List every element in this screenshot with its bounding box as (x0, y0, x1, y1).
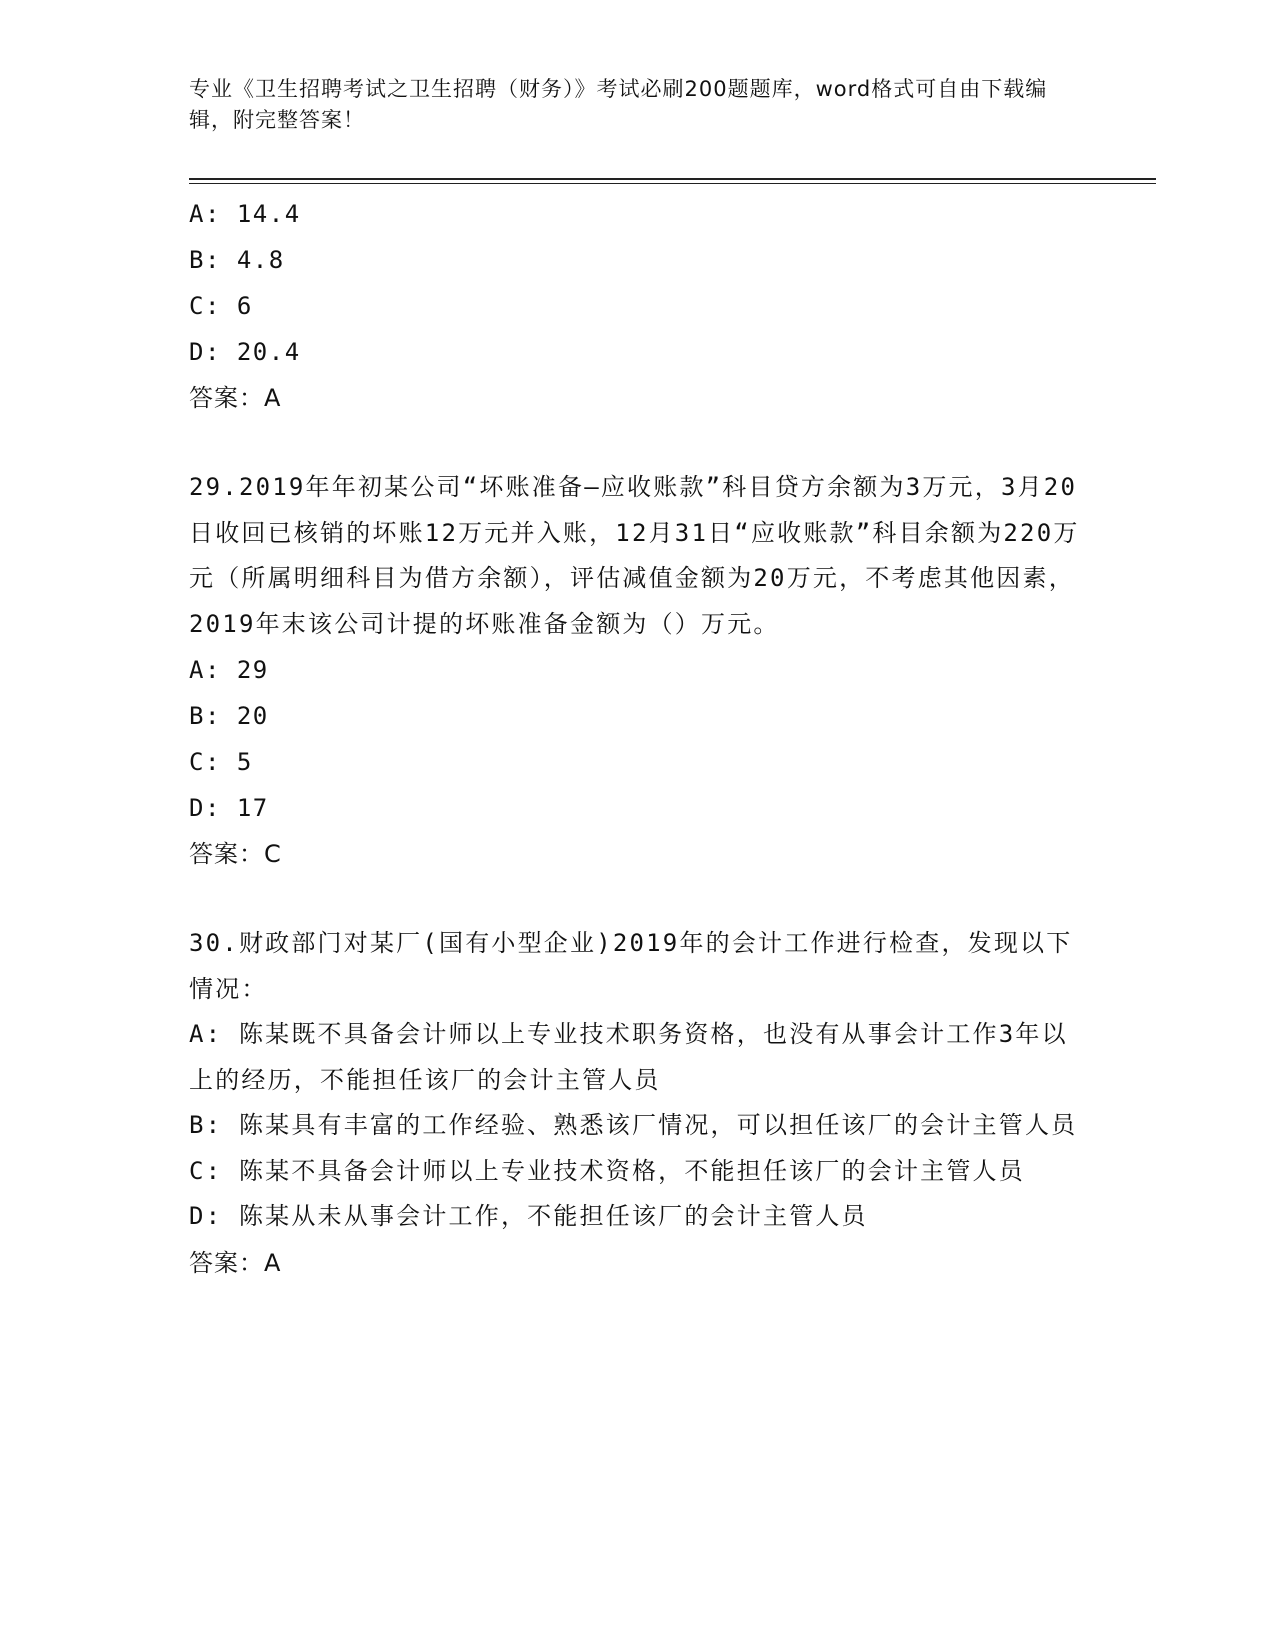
option-a: A: 29 (189, 656, 269, 684)
answer-line: 答案：C (189, 840, 282, 868)
spacer (189, 421, 1089, 465)
option-c: C: 陈某不具备会计师以上专业技术资格，不能担任该厂的会计主管人员 (189, 1156, 1025, 1185)
page-header: 专业《卫生招聘考试之卫生招聘（财务）》考试必刷200题题库，word格式可自由下载编辑，附完整答案！ (189, 77, 1048, 132)
option-a: A: 14.4 (189, 200, 301, 228)
header-divider-secondary (189, 183, 1156, 184)
answer-line: 答案：A (189, 384, 282, 412)
option-d: D: 17 (189, 794, 269, 822)
option-c: C: 5 (189, 748, 253, 776)
option-b: B: 20 (189, 702, 269, 730)
question-28-block (189, 191, 1089, 421)
header-divider (189, 178, 1156, 180)
question-content (189, 191, 1089, 1286)
option-a: A: 陈某既不具备会计师以上专业技术职务资格，也没有从事会计工作3年以上的经历，不能担任该厂的会计主管人员 (189, 1020, 1068, 1094)
question-30-block (189, 921, 1089, 1286)
option-c: C: 6 (189, 292, 253, 320)
option-d: D: 陈某从未从事会计工作，不能担任该厂的会计主管人员 (189, 1202, 868, 1230)
question-29-block (189, 465, 1089, 877)
option-d: D: 20.4 (189, 338, 301, 366)
question-text: 30.财政部门对某厂(国有小型企业)2019年的会计工作进行检查，发现以下情况： (189, 929, 1073, 1003)
question-text: 29.2019年年初某公司“坏账准备—应收账款”科目贷方余额为3万元，3月20日收回已核销的坏账12万元并入账，12月31日“应收账款”科目余额为220万元（所属明细科目为借方余额），评估减值金额为20万元，不考虑其他因素，2019年末该公司计提的坏账准备金额为（）万元。 (189, 473, 1080, 638)
option-b: B: 4.8 (189, 246, 285, 274)
answer-line: 答案：A (189, 1248, 282, 1277)
option-b: B: 陈某具有丰富的工作经验、熟悉该厂情况，可以担任该厂的会计主管人员 (189, 1111, 1078, 1139)
spacer (189, 877, 1089, 921)
